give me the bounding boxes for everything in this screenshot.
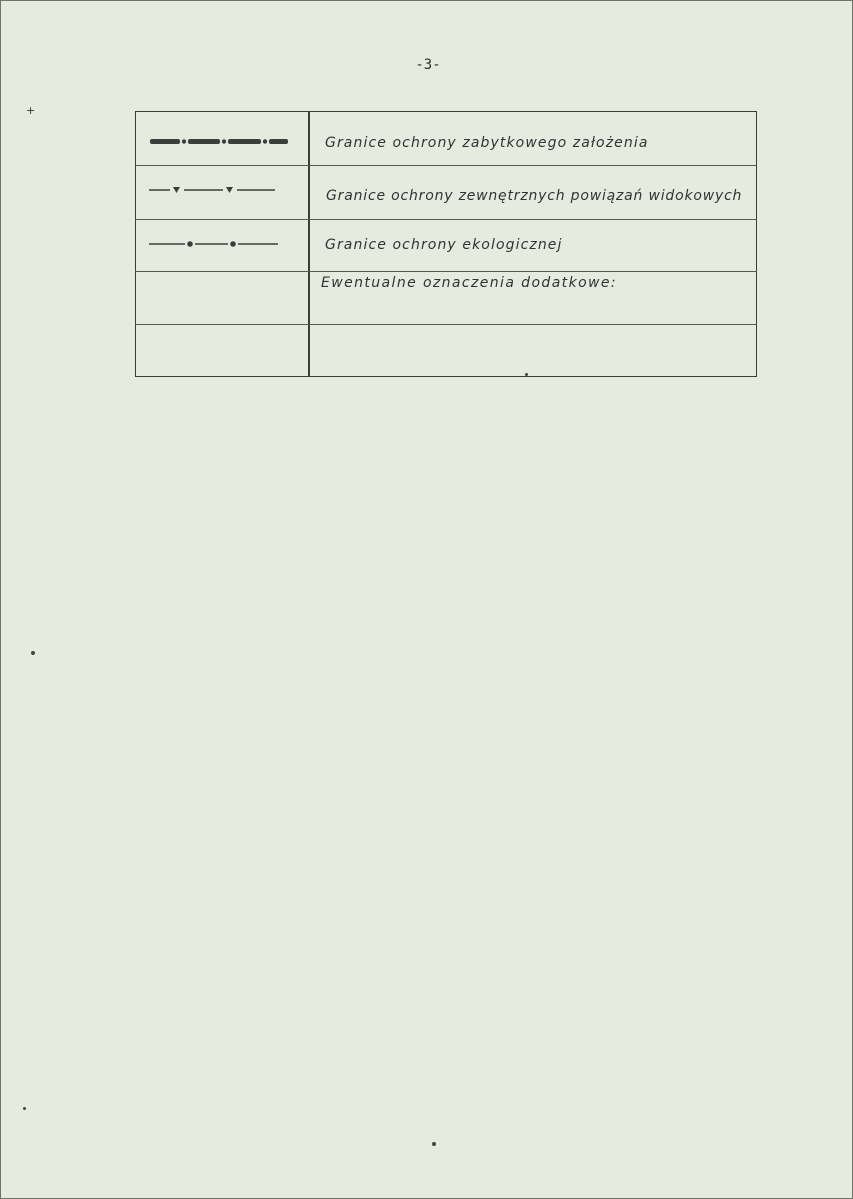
- scan-speck: [432, 1142, 436, 1146]
- legend-label-monument-protection: Granice ochrony zabytkowego założenia: [325, 135, 649, 151]
- line-with-dots-icon: [135, 229, 308, 259]
- scan-speck: [23, 1107, 26, 1110]
- legend-row-divider: [135, 324, 757, 325]
- line-with-triangles-icon: [135, 175, 308, 205]
- legend-column-divider: [308, 111, 310, 377]
- legend-label-ecological-protection: Granice ochrony ekologicznej: [325, 237, 563, 253]
- scan-speck: +: [26, 104, 36, 117]
- thick-dashed-line-with-dots-icon: [135, 127, 308, 157]
- scan-speck: [525, 373, 528, 376]
- legend-label-view-connections: Granice ochrony zewnętrznych powiązań widokowych: [326, 188, 743, 204]
- scan-speck: [31, 651, 35, 655]
- legend-label-additional-markings: Ewentualne oznaczenia dodatkowe:: [321, 275, 618, 291]
- legend-row-divider: [135, 219, 757, 220]
- legend-row-divider: [135, 271, 757, 272]
- page-number: -3-: [415, 57, 441, 73]
- legend-table: [135, 111, 757, 377]
- legend-row-divider: [135, 165, 757, 166]
